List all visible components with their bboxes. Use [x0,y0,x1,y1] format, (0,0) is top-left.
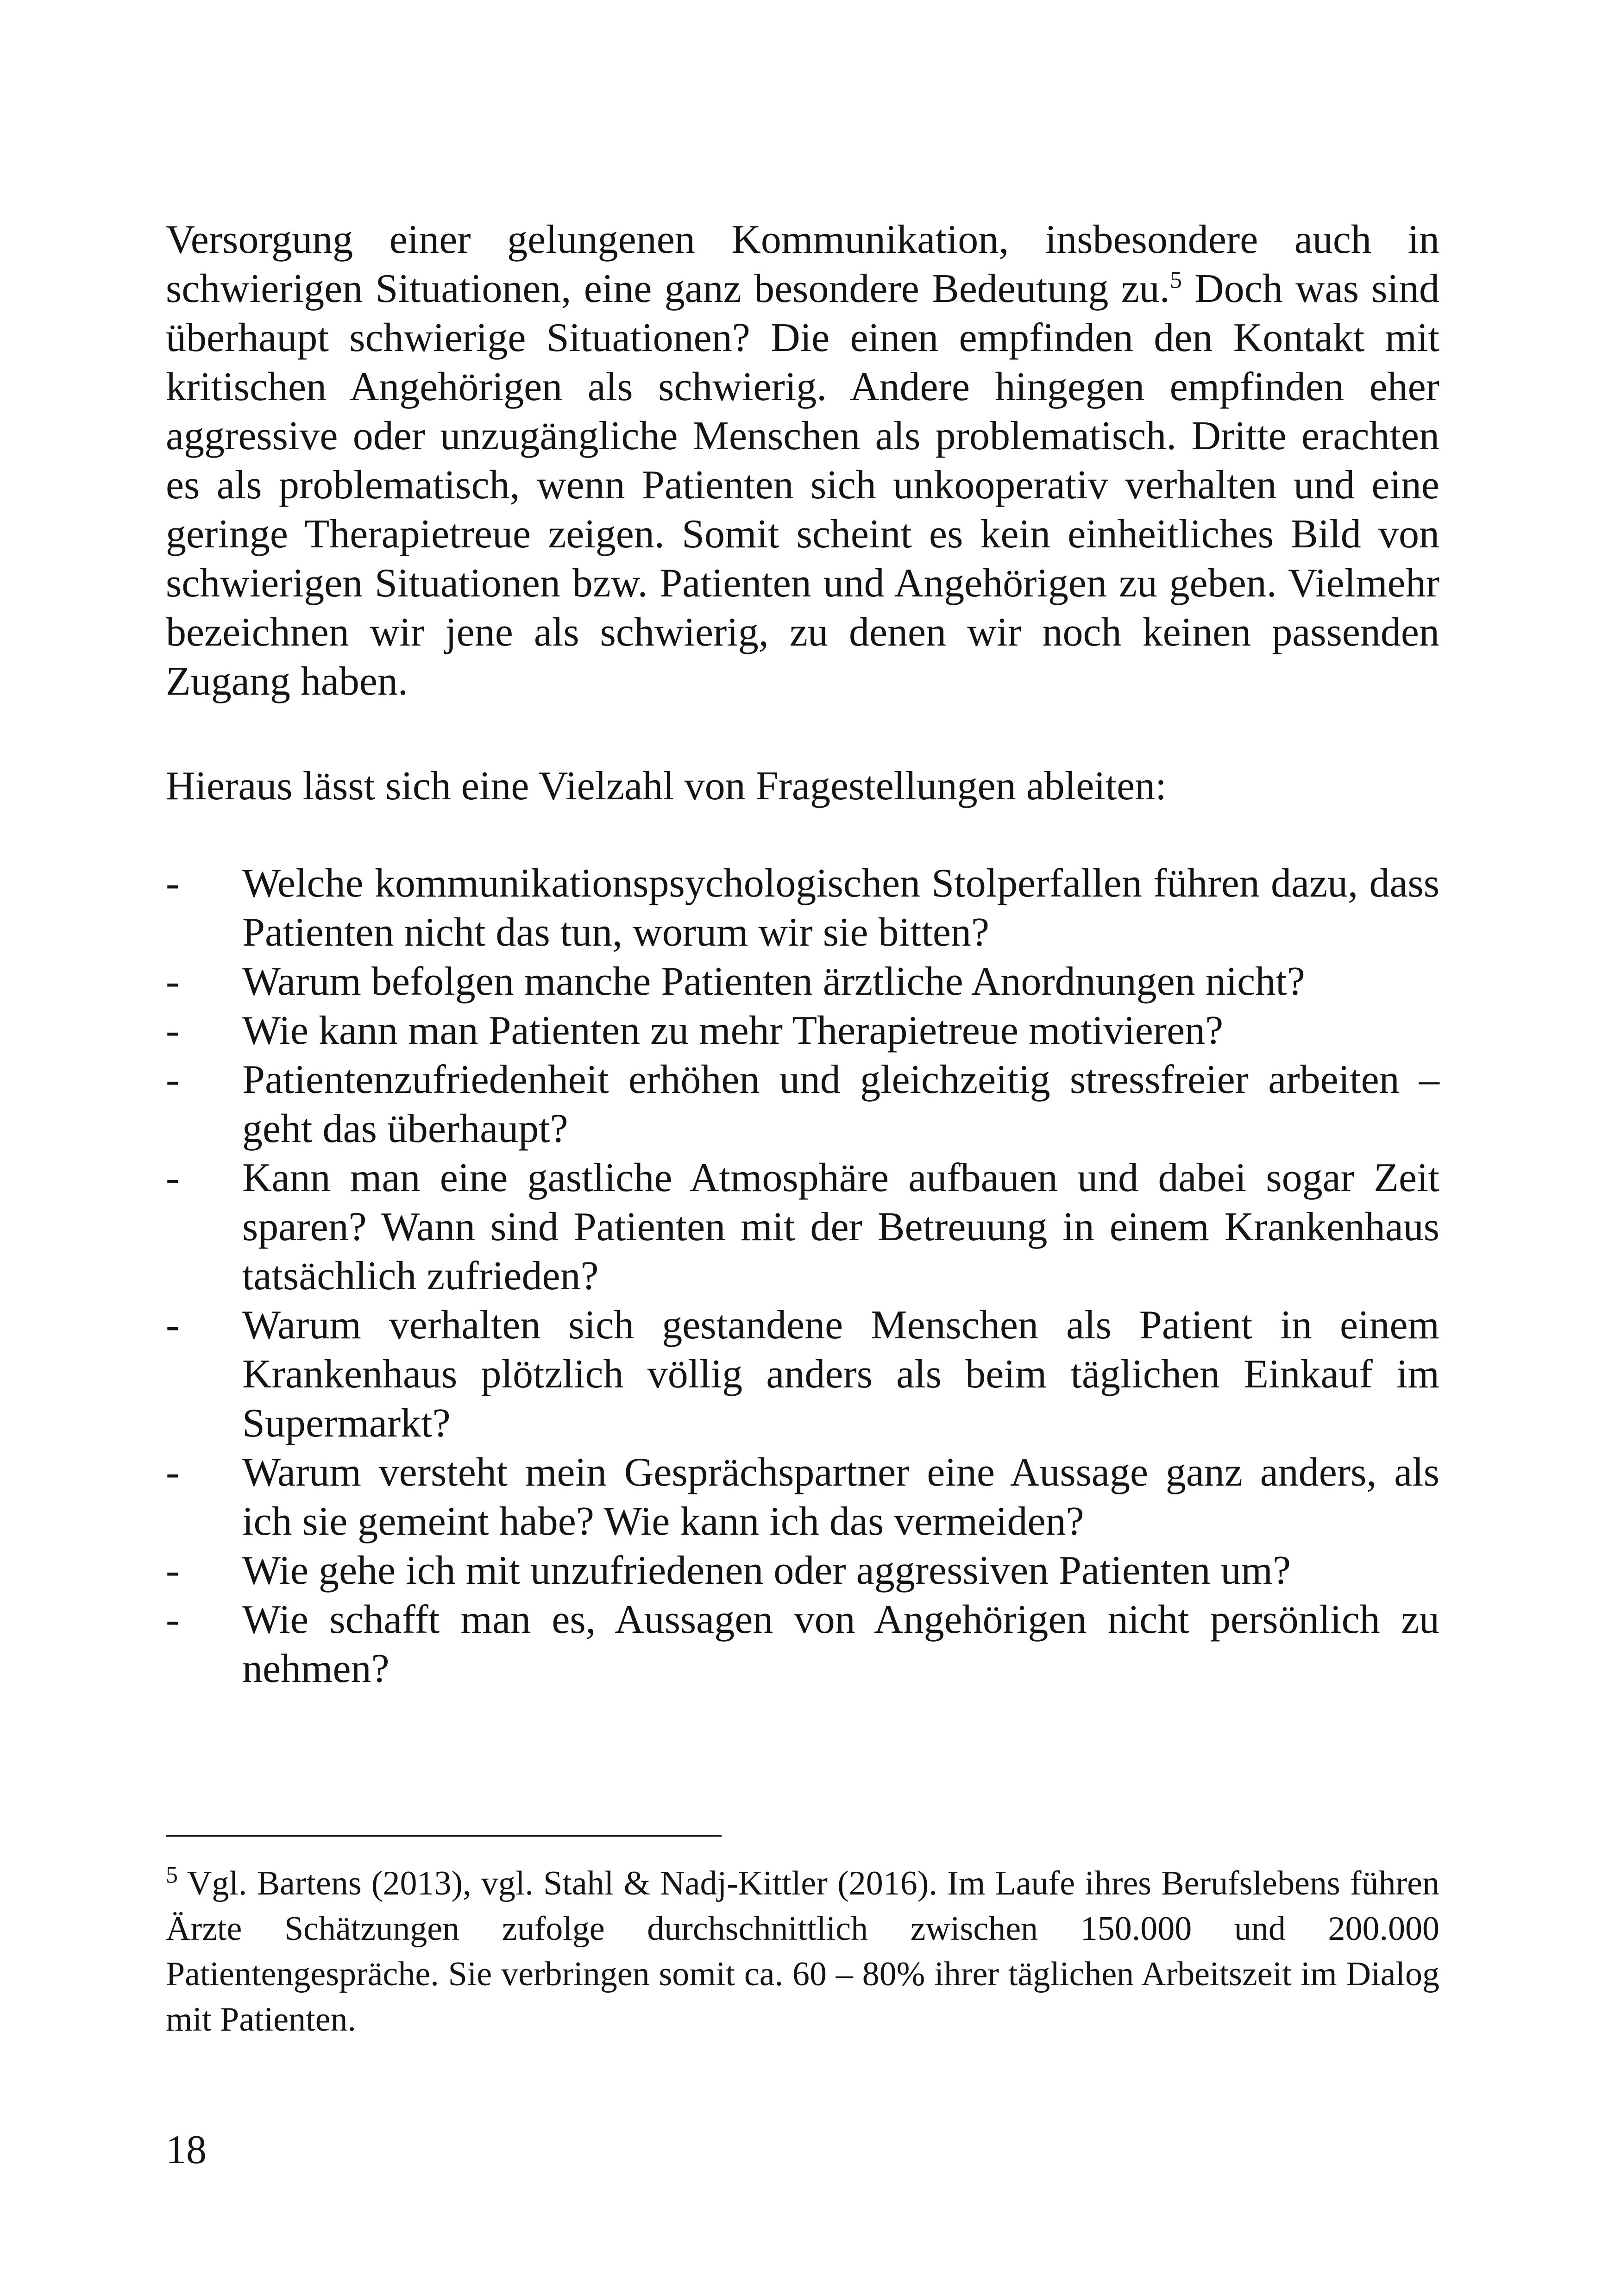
footnote-text: Vgl. Bartens (2013), vgl. Stahl & Nadj-Kittler (2016). Im Laufe ihres Berufslebens führen Ärzte Schätzungen zufolge durchschnittlich zwischen 150.000 und 200.000 Patientengespräche. Sie verbringen somit ca. 60 – 80% ihrer täglichen Arbeitszeit im Dialog mit Patienten. [166,1864,1439,2039]
list-item-text: Welche kommunikationspsychologischen Stolperfallen führen dazu, dass Patienten nicht das tun, worum wir sie bitten? [242,861,1439,955]
footnote [166,1861,1439,2042]
list-item [166,1448,1439,1546]
list-item [166,1595,1439,1694]
list-dash: - [166,1155,180,1200]
list-item-text: Warum versteht mein Gesprächspartner eine Aussage ganz anders, als ich sie gemeint habe? Wie kann ich das vermeiden? [242,1450,1439,1544]
list-item-text: Wie kann man Patienten zu mehr Therapietreue motivieren? [242,1008,1224,1053]
footnote-divider [166,1835,722,1837]
list-item-text: Kann man eine gastliche Atmosphäre aufbauen und dabei sogar Zeit sparen? Wann sind Patienten mit der Betreuung in einem Krankenhaus tatsächlich zufrieden? [242,1155,1439,1299]
list-item [166,1006,1439,1055]
list-dash: - [166,1303,180,1348]
list-item-text: Patientenzufriedenheit erhöhen und gleichzeitig stressfreier arbeiten – geht das überhaupt? [242,1057,1439,1151]
list-item-text: Wie gehe ich mit unzufriedenen oder aggressiven Patienten um? [242,1548,1291,1593]
footnote-reference: 5 [1169,267,1182,294]
body-paragraph-2: Hieraus lässt sich eine Vielzahl von Fragestellungen ableiten: [166,764,1167,809]
list-dash: - [166,861,180,906]
question-list [166,859,1439,1694]
list-dash: - [166,1450,180,1495]
list-item-text: Warum befolgen manche Patienten ärztliche Anordnungen nicht? [242,959,1305,1004]
list-item [166,1154,1439,1301]
body-paragraph-1 [166,215,1439,706]
list-dash: - [166,1057,180,1102]
list-item [166,859,1439,957]
list-dash: - [166,1008,180,1053]
list-item-text: Warum verhalten sich gestandene Menschen als Patient in einem Krankenhaus plötzlich völlig anders als beim täglichen Einkauf im Supermarkt? [242,1303,1439,1446]
list-dash: - [166,1597,180,1642]
list-item [166,1546,1439,1595]
list-item [166,1055,1439,1154]
list-dash: - [166,959,180,1004]
paragraph-1-text: Versorgung einer gelungenen Kommunikation, insbesondere auch in schwierigen Situationen, eine ganz besondere Bedeutung zu. [166,217,1439,311]
list-item [166,957,1439,1006]
footnote-marker: 5 [166,1862,178,1888]
paragraph-1-continuation: Doch was sind überhaupt schwierige Situationen? Die einen empfinden den Kontakt mit kritischen Angehörigen als schwierig. Andere hingegen empfinden eher aggressive oder unzugängliche Menschen als problematisch. Dritte erachten es als problematisch, wenn Patienten sich unkooperativ verhalten und eine geringe Therapietreue zeigen. Somit scheint es kein einheitliches Bild von schwierigen Situationen bzw. Patienten und Angehörigen zu geben. Vielmehr bezeichnen wir jene als schwierig, zu denen wir noch keinen passenden Zugang haben. [166,266,1439,704]
list-item [166,1301,1439,1448]
list-dash: - [166,1548,180,1593]
page-number: 18 [166,2127,207,2172]
list-item-text: Wie schafft man es, Aussagen von Angehörigen nicht persönlich zu nehmen? [242,1597,1439,1691]
